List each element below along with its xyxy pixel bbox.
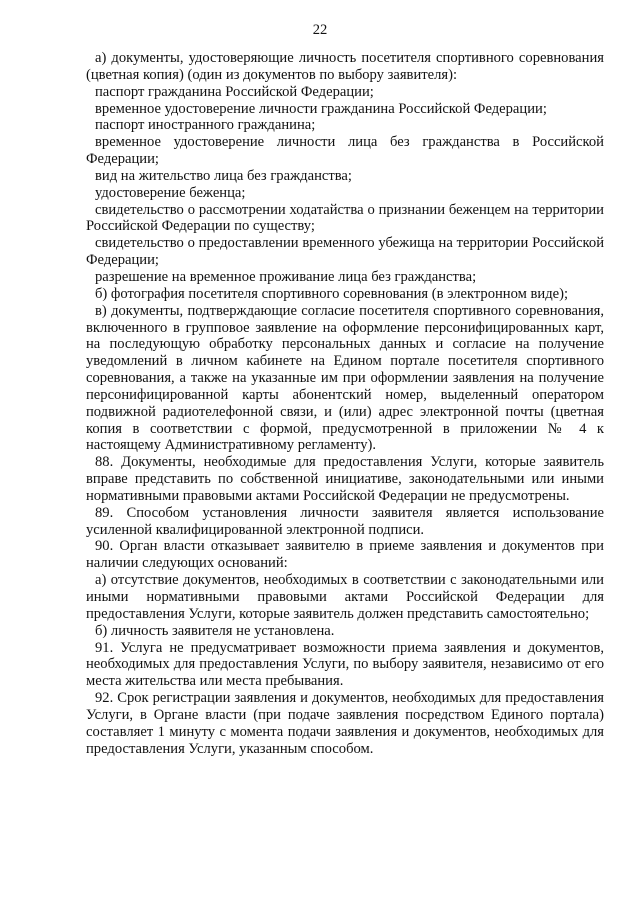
clause-88: 88. Документы, необходимые для предоставления Услуги, которые заявитель вправе представить по собственной инициативе, законодательными или иными нормативными правовыми актами Российской Федерации не предусмотрены.	[86, 454, 604, 504]
list-item-temporary-asylum-certificate: свидетельство о предоставлении временного убежища на территории Российской Федерации;	[86, 235, 604, 269]
clause-90-b: б) личность заявителя не установлена.	[95, 622, 335, 639]
list-item-refugee-certificate: удостоверение беженца;	[95, 184, 246, 201]
list-item-refugee-petition-certificate: свидетельство о рассмотрении ходатайства о признании беженцем на территории Российской Федерации по существу;	[86, 201, 604, 235]
clause-90: 90. Орган власти отказывает заявителю в приеме заявления и документов при наличии следующих оснований:	[86, 538, 604, 572]
list-item-passport-rf: паспорт гражданина Российской Федерации;	[95, 83, 374, 100]
list-item-temporary-id-rf: временное удостоверение личности гражданина Российской Федерации;	[95, 100, 547, 117]
list-item-foreign-passport: паспорт иностранного гражданина;	[95, 117, 316, 134]
page-number: 22	[312, 22, 328, 38]
clause-89: 89. Способом установления личности заявителя является использование усиленной квалифицированной электронной подписи.	[86, 504, 604, 538]
paragraph-a-identity-documents: а) документы, удостоверяющие личность посетителя спортивного соревнования (цветная копия) (один из документов по выбору заявителя):	[86, 50, 604, 83]
paragraph-b-photo: б) фотография посетителя спортивного соревнования (в электронном виде);	[95, 285, 569, 302]
clause-90-a: а) отсутствие документов, необходимых в соответствии с законодательными или иными нормативными правовыми актами Российской Федерации для предоставления Услуги, которые заявитель должен представить самостоятельно;	[86, 572, 604, 622]
document-body	[86, 50, 604, 757]
clause-91: 91. Услуга не предусматривает возможности приема заявления и документов, необходимых для предоставления Услуги, по выбору заявителя, независимо от его места жительства или места пребывания.	[86, 639, 604, 690]
list-item-residence-permit: вид на жительство лица без гражданства;	[95, 167, 352, 184]
paragraph-v-consent-documents: в) документы, подтверждающие согласие посетителя спортивного соревнования, включенного в групповое заявление на оформление персонифицированных карт, на последующую обработку персональных данных и согласие на получение уведомлений в личном кабинете на Едином портале посетителя спортивного соревнования, а также на указанные им при оформлении заявления на получение персонифицированной карты абонентский номер, выделенный оператором подвижной радиотелефонной связи, и (или) адрес электронной почты (цветная копия в соответствии с формой, предусмотренной в приложении № 4 к настоящему Административному регламенту).	[86, 302, 604, 454]
clause-92: 92. Срок регистрации заявления и документов, необходимых для предоставления Услуги, в Органе власти (при подаче заявления посредством Единого портала) составляет 1 минуту с момента подачи заявления и документов, необходимых для предоставления Услуги, указанным способом.	[86, 690, 604, 757]
list-item-temporary-id-stateless: временное удостоверение личности лица без гражданства в Российской Федерации;	[86, 134, 604, 168]
list-item-temporary-residence-permit: разрешение на временное проживание лица без гражданства;	[95, 268, 477, 285]
